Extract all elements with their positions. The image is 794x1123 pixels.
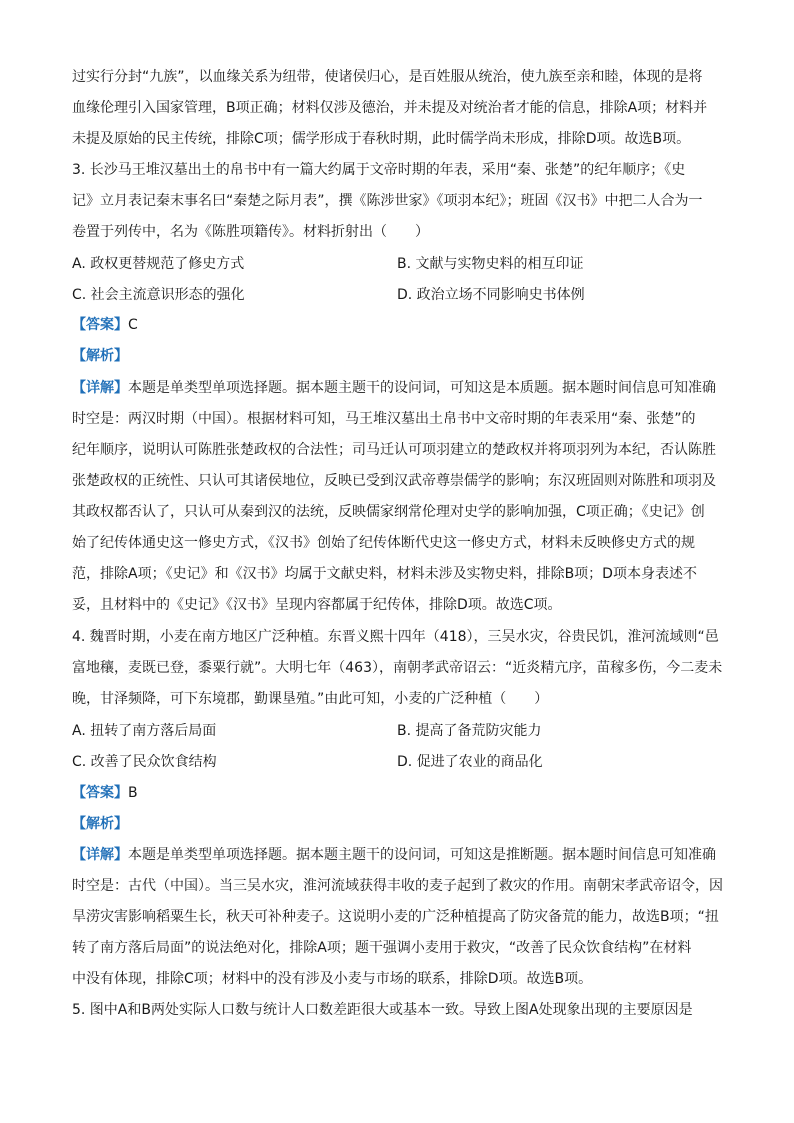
q4-stem-line-1: 4. 魏晋时期，小麦在南方地区广泛种植。东晋义熙十四年（418），三吴水灾，谷贵民饥，淮河流域则“邑 (72, 629, 719, 645)
q3-detail-line-4: 张楚政权的正统性、只认可其诸侯地位，反映已受到汉武帝尊崇儒学的影响；东汉班固则对陈胜和项羽及 (72, 473, 716, 489)
q3-stem-line-1: 3. 长沙马王堆汉墓出土的帛书中有一篇大约属于文帝时期的年表，采用“秦、张楚”的纪年顺序；《史 (72, 162, 686, 178)
q4-option-c: C. 改善了民众饮食结构 (72, 754, 217, 770)
q4-detail-line-2: 时空是：古代（中国）。当三吴水灾，淮河流域获得丰收的麦子起到了救灾的作用。南朝宋孝武帝诏令，因 (72, 878, 723, 894)
q4-option-d: D. 促进了农业的商品化 (397, 754, 543, 770)
q4-option-a: A. 扭转了南方落后局面 (72, 723, 217, 739)
q2-analysis-line-1: 过实行分封“九族”，以血缘关系为纽带，使诸侯归心，是百姓服从统治，使九族至亲和睦，体现的是将 (72, 69, 703, 85)
q3-detail-line-7: 范，排除A项；《史记》和《汉书》均属于文献史料，材料未涉及实物史料，排除B项；D项本身表述不 (72, 566, 697, 582)
q3-detail-text-1: 本题是单类型单项选择题。据本题主题干的设问词，可知这是本质题。据本题时间信息可知准确 (128, 380, 716, 396)
q2-analysis-line-3: 未提及原始的民主传统，排除C项；儒学形成于春秋时期，此时儒学尚未形成，排除D项。故选B项。 (72, 131, 691, 147)
q3-detail-line-5: 其政权都否认了，只认可从秦到汉的法统，反映儒家纲常伦理对史学的影响加强，C项正确；《史记》创 (72, 504, 705, 520)
q3-answer-value: C (128, 317, 138, 333)
q4-analysis-label: 【解析】 (72, 816, 128, 832)
q3-detail-line-1 (72, 378, 716, 398)
q3-answer-row (72, 315, 138, 335)
q3-detail-line-6: 始了纪传体通史这一修史方式，《汉书》创始了纪传体断代史这一修史方式，材料未反映修史方式的规 (72, 535, 695, 551)
q4-detail-line-5: 中没有体现，排除C项；材料中的没有涉及小麦与市场的联系，排除D项。故选B项。 (72, 971, 593, 987)
q3-detail-line-8: 妥，且材料中的《史记》《汉书》呈现内容都属于纪传体，排除D项。故选C项。 (72, 597, 562, 613)
q4-detail-line-4: 转了南方落后局面”的说法绝对化，排除A项；题干强调小麦用于救灾，“改善了民众饮食结构”在材料 (72, 940, 692, 956)
q3-option-d: D. 政治立场不同影响史书体例 (397, 287, 585, 303)
q4-detail-line-3: 旱涝灾害影响稻粟生长，秋天可补种麦子。这说明小麦的广泛种植提高了防灾备荒的能力，故选B项；“扭 (72, 909, 719, 925)
q3-answer-label: 【答案】 (72, 317, 128, 333)
q3-stem-line-3: 卷置于列传中，名为《陈胜项籍传》。材料折射出（ ） (72, 224, 429, 240)
q5-stem-line-1: 5. 图中A和B两处实际人口数与统计人口数差距很大或基本一致。导致上图A处现象出现的主要原因是 (72, 1002, 693, 1018)
q3-stem-line-2: 记》立月表记秦末事名曰“秦楚之际月表”，撰《陈涉世家》《项羽本纪》；班固《汉书》中把二人合为一 (72, 193, 703, 209)
q4-answer-value: B (128, 785, 138, 801)
q4-detail-text-1: 本题是单类型单项选择题。据本题主题干的设问词，可知这是推断题。据本题时间信息可知准确 (128, 847, 716, 863)
q4-detail-label: 【详解】 (72, 847, 128, 863)
q4-stem-line-2: 富地穰，麦既已登，黍粟行就”。大明七年（463），南朝孝武帝诏云：“近炎精亢序，苗稼多伤，今二麦未 (72, 660, 723, 676)
q3-option-b: B. 文献与实物史料的相互印证 (397, 256, 584, 272)
q3-detail-line-2: 时空是：两汉时期（中国）。根据材料可知，马王堆汉墓出土帛书中文帝时期的年表采用“秦、张楚”的 (72, 411, 696, 427)
q4-answer-label: 【答案】 (72, 785, 128, 801)
q4-option-b: B. 提高了备荒防灾能力 (397, 723, 542, 739)
q3-option-a: A. 政权更替规范了修史方式 (72, 256, 245, 272)
q4-stem-line-3: 晚，甘泽频降，可下东境郡，勤课垦殖。”由此可知，小麦的广泛种植（ ） (72, 691, 549, 707)
q4-detail-line-1 (72, 845, 716, 865)
q2-analysis-line-2: 血缘伦理引入国家管理，B项正确；材料仅涉及德治，并未提及对统治者才能的信息，排除A项；材料并 (72, 100, 708, 116)
q3-detail-line-3: 纪年顺序，说明认可陈胜张楚政权的合法性；司马迁认可项羽建立的楚政权并将项羽列为本纪，否认陈胜 (72, 442, 716, 458)
q4-answer-row (72, 783, 138, 803)
q3-detail-label: 【详解】 (72, 380, 128, 396)
q3-option-c: C. 社会主流意识形态的强化 (72, 287, 245, 303)
q3-analysis-label: 【解析】 (72, 348, 128, 364)
